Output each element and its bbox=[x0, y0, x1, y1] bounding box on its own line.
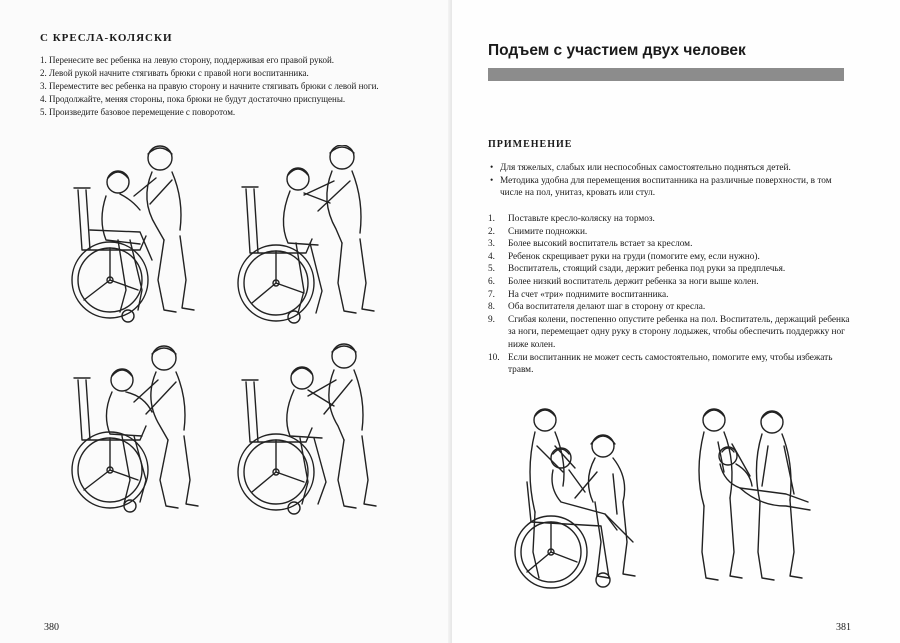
step-number: 6. bbox=[488, 276, 495, 287]
left-steps-list bbox=[40, 54, 420, 119]
numbered-step bbox=[488, 352, 850, 377]
numbered-step bbox=[488, 213, 850, 226]
subheading-application: ПРИМЕНЕНИЕ bbox=[488, 139, 573, 150]
left-step: 1. Перенесите вес ребенка на левую сторону, поддерживая его правой рукой. bbox=[40, 55, 335, 65]
illustration-two-person-carry bbox=[690, 402, 820, 594]
illustration-step-4 bbox=[232, 340, 382, 525]
step-number: 8. bbox=[488, 302, 495, 313]
page-heading: Подъем с участием двух человек bbox=[488, 42, 746, 59]
bullet-marker: • bbox=[490, 175, 494, 186]
numbered-step bbox=[488, 289, 850, 302]
step-number: 3. bbox=[488, 239, 495, 250]
left-step: 4. Продолжайте, меняя стороны, пока брюки не будут достаточно приспущены. bbox=[40, 94, 346, 104]
step-text: Воспитатель, стоящий сзади, держит ребенка под руки за предплечья. bbox=[508, 264, 786, 275]
step-number: 10. bbox=[488, 352, 500, 363]
step-number: 4. bbox=[488, 251, 495, 262]
left-step: 3. Переместите вес ребенка на правую сторону и начните стягивать брюки с левой ноги. bbox=[40, 81, 379, 91]
step-text: Ребенок скрещивает руки на груди (помогите ему, если нужно). bbox=[508, 251, 760, 262]
step-number: 7. bbox=[488, 289, 495, 300]
step-text: Поставьте кресло-коляску на тормоз. bbox=[508, 214, 655, 224]
numbered-step bbox=[488, 301, 850, 314]
bullet-text: Методика удобна для перемещения воспитанника на различные поверхности, в том числе на пол, унитаз, кровать или стул. bbox=[500, 175, 832, 198]
numbered-step bbox=[488, 276, 850, 289]
step-text: Более высокий воспитатель встает за креслом. bbox=[508, 239, 693, 250]
numbered-step bbox=[488, 238, 850, 251]
step-text: Сгибая колени, постепенно опустите ребенка на пол. Воспитатель, держащий ребенка за ноги, перемещает одну руку в сторону лодыжек, чтобы обеспечить поддержку ног ниже колен. bbox=[508, 314, 850, 350]
bullet-marker: • bbox=[490, 163, 494, 173]
step-text: На счет «три» поднимите воспитанника. bbox=[508, 289, 669, 300]
page-number-left: 380 bbox=[44, 622, 59, 633]
bullet-list bbox=[488, 162, 848, 200]
step-text: Снимите подножки. bbox=[508, 226, 588, 237]
bullet-item bbox=[488, 162, 848, 175]
step-number: 9. bbox=[488, 314, 495, 325]
step-number: 2. bbox=[488, 226, 495, 237]
heading-underline-bar bbox=[488, 68, 844, 81]
illustration-step-3 bbox=[60, 340, 210, 525]
numbered-steps-list bbox=[488, 213, 850, 377]
step-text: Оба воспитателя делают шаг в сторону от кресла. bbox=[508, 302, 706, 313]
step-number: 1. bbox=[488, 214, 495, 224]
numbered-step bbox=[488, 263, 850, 276]
left-step: 5. Произведите базовое перемещение с поворотом. bbox=[40, 107, 236, 117]
numbered-step bbox=[488, 226, 850, 239]
illustration-step-1 bbox=[60, 140, 210, 325]
step-number: 5. bbox=[488, 264, 495, 275]
page-number-right: 381 bbox=[836, 622, 851, 633]
bullet-item bbox=[488, 175, 848, 200]
numbered-step bbox=[488, 251, 850, 264]
numbered-step bbox=[488, 314, 850, 352]
section-title: С КРЕСЛА-КОЛЯСКИ bbox=[40, 32, 173, 44]
illustration-two-person-lift-wheelchair bbox=[505, 402, 655, 594]
bullet-text: Для тяжелых, слабых или неспособных самостоятельно подняться детей. bbox=[500, 163, 791, 173]
illustration-step-2 bbox=[232, 145, 382, 330]
left-step: 2. Левой рукой начните стягивать брюки с правой ноги воспитанника. bbox=[40, 68, 309, 78]
step-text: Более низкий воспитатель держит ребенка за ноги выше колен. bbox=[508, 276, 759, 287]
step-text: Если воспитанник не может сесть самостоятельно, помогите ему, чтобы избежать травм. bbox=[508, 352, 833, 376]
